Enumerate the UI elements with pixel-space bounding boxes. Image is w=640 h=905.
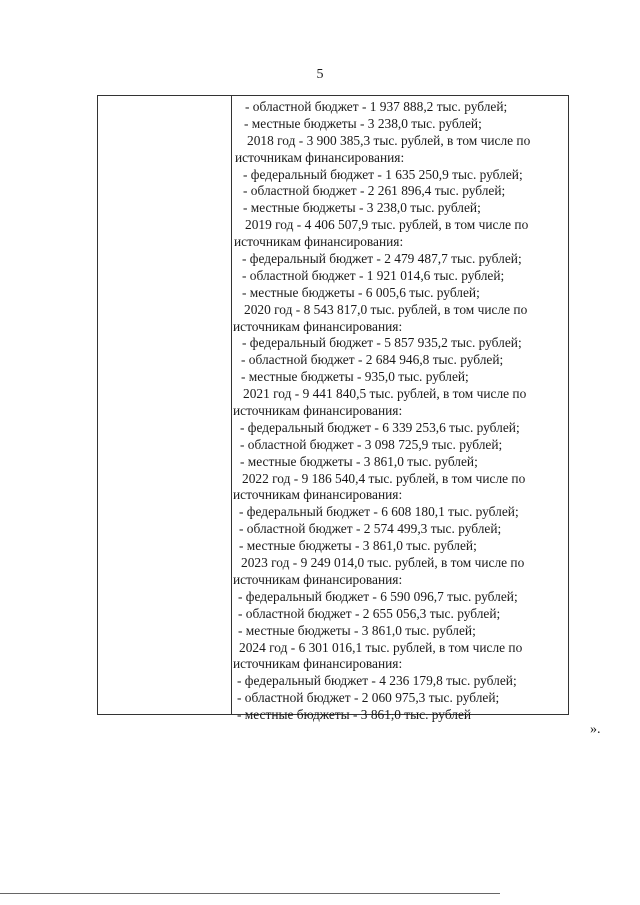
text-line: - федеральный бюджет - 6 339 253,6 тыс. рублей; (240, 419, 520, 435)
text-line: - областной бюджет - 2 261 896,4 тыс. рублей; (243, 183, 506, 199)
text-line: - местные бюджеты - 3 238,0 тыс. рублей; (244, 115, 482, 131)
text-line: источникам финансирования: (233, 487, 403, 503)
text-line: - федеральный бюджет - 6 608 180,1 тыс. рублей; (239, 504, 519, 520)
text-line: 2018 год - 3 900 385,3 тыс. рублей, в том числе по (247, 132, 531, 148)
text-line: - областной бюджет - 2 655 056,3 тыс. рублей; (238, 605, 501, 621)
text-line: - местные бюджеты - 3 861,0 тыс. рублей (237, 707, 472, 723)
text-line: - федеральный бюджет - 4 236 179,8 тыс. рублей; (237, 673, 517, 689)
text-line: 2019 год - 4 406 507,9 тыс. рублей, в том числе по (245, 217, 529, 233)
column-divider (231, 96, 232, 714)
text-line: 2021 год - 9 441 840,5 тыс. рублей, в том числе по (243, 386, 527, 402)
text-line: - областной бюджет - 1 921 014,6 тыс. рублей; (242, 267, 505, 283)
text-line: - местные бюджеты - 6 005,6 тыс. рублей; (242, 284, 480, 300)
text-line: источникам финансирования: (233, 656, 403, 672)
text-line: - федеральный бюджет - 5 857 935,2 тыс. рублей; (242, 335, 522, 351)
text-line: - местные бюджеты - 3 238,0 тыс. рублей; (243, 200, 481, 216)
text-line: - федеральный бюджет - 1 635 250,9 тыс. рублей; (243, 166, 523, 182)
text-line: - местные бюджеты - 3 861,0 тыс. рублей; (238, 622, 476, 638)
text-line: - областной бюджет - 1 937 888,2 тыс. рублей; (245, 99, 508, 114)
text-line: - местные бюджеты - 935,0 тыс. рублей; (241, 369, 469, 385)
text-line: 2023 год - 9 249 014,0 тыс. рублей, в том числе по (241, 555, 525, 571)
text-line: 2022 год - 9 186 540,4 тыс. рублей, в том числе по (242, 470, 526, 486)
funding-table (97, 95, 569, 723)
text-line: источникам финансирования: (233, 571, 403, 587)
text-line: источникам финансирования: (235, 149, 405, 165)
text-line: 2024 год - 6 301 016,1 тыс. рублей, в том числе по (239, 639, 523, 655)
text-line: - федеральный бюджет - 2 479 487,7 тыс. рублей; (242, 251, 522, 267)
footer-rule (0, 893, 500, 894)
text-line: - местные бюджеты - 3 861,0 тыс. рублей; (240, 453, 478, 469)
closing-quote-mark: ». (590, 722, 601, 737)
text-line: источникам финансирования: (233, 318, 403, 334)
funding-text-cell (233, 99, 563, 724)
text-line: 2020 год - 8 543 817,0 тыс. рублей, в том числе по (244, 301, 528, 317)
text-line: - федеральный бюджет - 6 590 096,7 тыс. рублей; (238, 588, 518, 604)
text-line: источникам финансирования: (234, 234, 404, 250)
text-line: - областной бюджет - 2 574 499,3 тыс. рублей; (239, 521, 502, 537)
text-line: - областной бюджет - 2 060 975,3 тыс. рублей; (237, 690, 500, 706)
text-line: - областной бюджет - 2 684 946,8 тыс. рублей; (241, 352, 504, 368)
text-line: - местные бюджеты - 3 861,0 тыс. рублей; (239, 538, 477, 554)
text-line: источникам финансирования: (233, 403, 403, 419)
text-line: - областной бюджет - 3 098 725,9 тыс. рублей; (240, 436, 503, 452)
page-number: 5 (316, 67, 324, 82)
